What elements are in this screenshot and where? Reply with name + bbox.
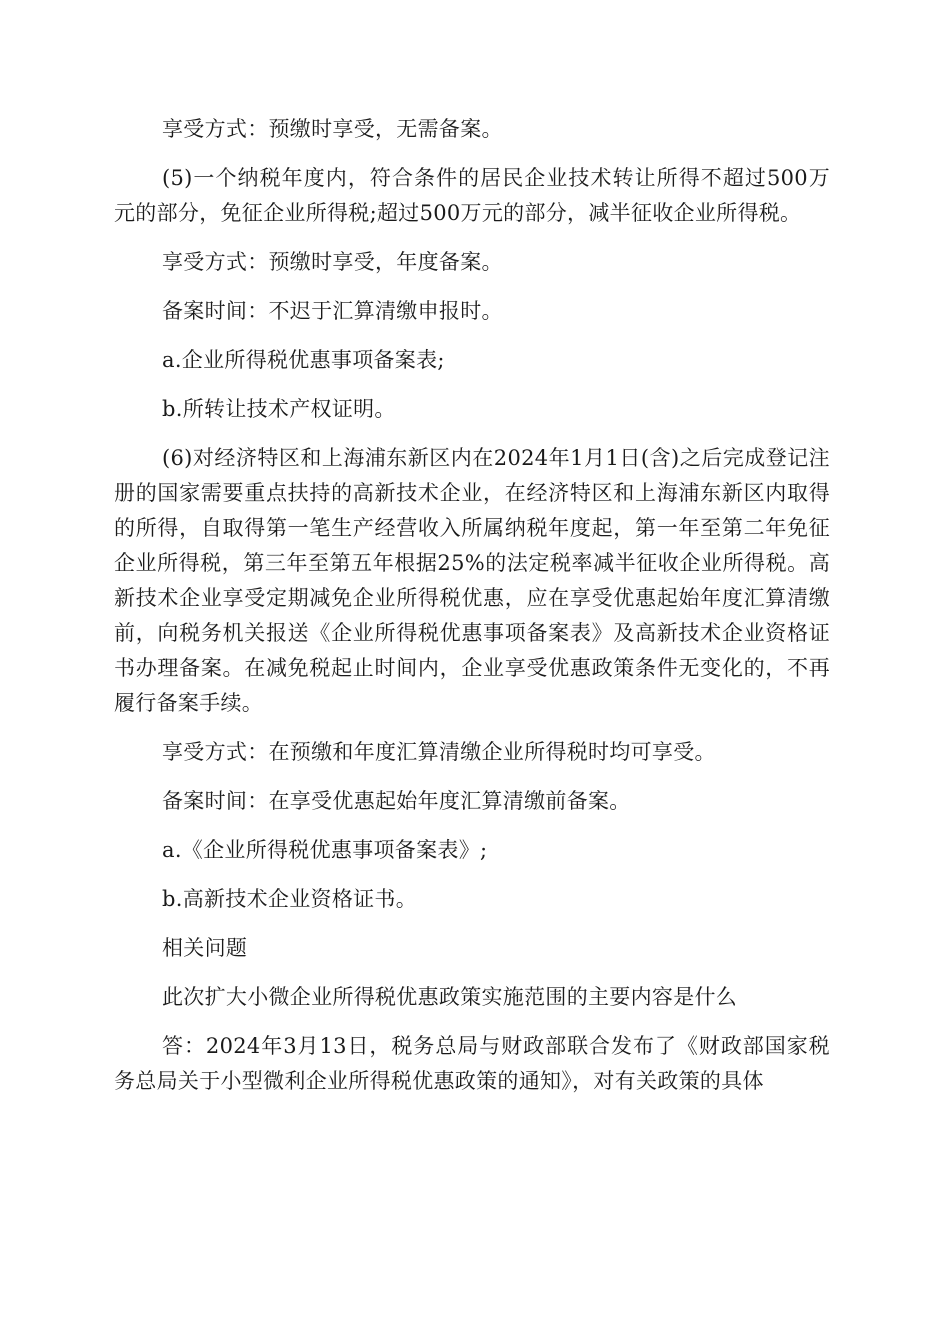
paragraph-item-6: (6)对经济特区和上海浦东新区内在2024年1月1日(含)之后完成登记注册的国家需要重点扶持的高新技术企业，在经济特区和上海浦东新区内取得的所得，自取得第一笔生产经营收入所属纳税年度起，第一年至第二年免征企业所得税，第三年至第五年根据25%的法定税率减半征收企业所得税。高新技术企业享受定期减免企业所得税优惠，应在享受优惠起始年度汇算清缴前，向税务机关报送《企业所得税优惠事项备案表》及高新技术企业资格证书办理备案。在减免税起止时间内，企业享受优惠政策条件无变化的，不再履行备案手续。: [114, 446, 830, 715]
paragraph-item-a-1: a.企业所得税优惠事项备案表;: [162, 348, 445, 372]
paragraph-enjoy-method-2: 享受方式：预缴时享受，年度备案。: [162, 250, 503, 274]
paragraph-filing-time-2: 备案时间：在享受优惠起始年度汇算清缴前备案。: [162, 789, 631, 813]
paragraph-item-5: (5)一个纳税年度内，符合条件的居民企业技术转让所得不超过500万元的部分，免征企业所得税;超过500万元的部分，减半征收企业所得税。: [114, 166, 830, 225]
paragraph-item-a-2: a.《企业所得税优惠事项备案表》;: [162, 838, 488, 862]
section-heading-related: 相关问题: [162, 936, 248, 960]
paragraph-question: 此次扩大小微企业所得税优惠政策实施范围的主要内容是什么: [162, 985, 738, 1009]
paragraph-item-b-2: b.高新技术企业资格证书。: [162, 887, 418, 911]
paragraph-enjoy-method-1: 享受方式：预缴时享受，无需备案。: [162, 117, 503, 141]
paragraph-enjoy-method-3: 享受方式：在预缴和年度汇算清缴企业所得税时均可享受。: [162, 740, 716, 764]
paragraph-answer: 答：2024年3月13日，税务总局与财政部联合发布了《财政部国家税务总局关于小型微利企业所得税优惠政策的通知》，对有关政策的具体: [114, 1034, 830, 1093]
document-body: [114, 112, 830, 1113]
paragraph-filing-time-1: 备案时间：不迟于汇算清缴申报时。: [162, 299, 503, 323]
paragraph-item-b-1: b.所转让技术产权证明。: [162, 397, 396, 421]
